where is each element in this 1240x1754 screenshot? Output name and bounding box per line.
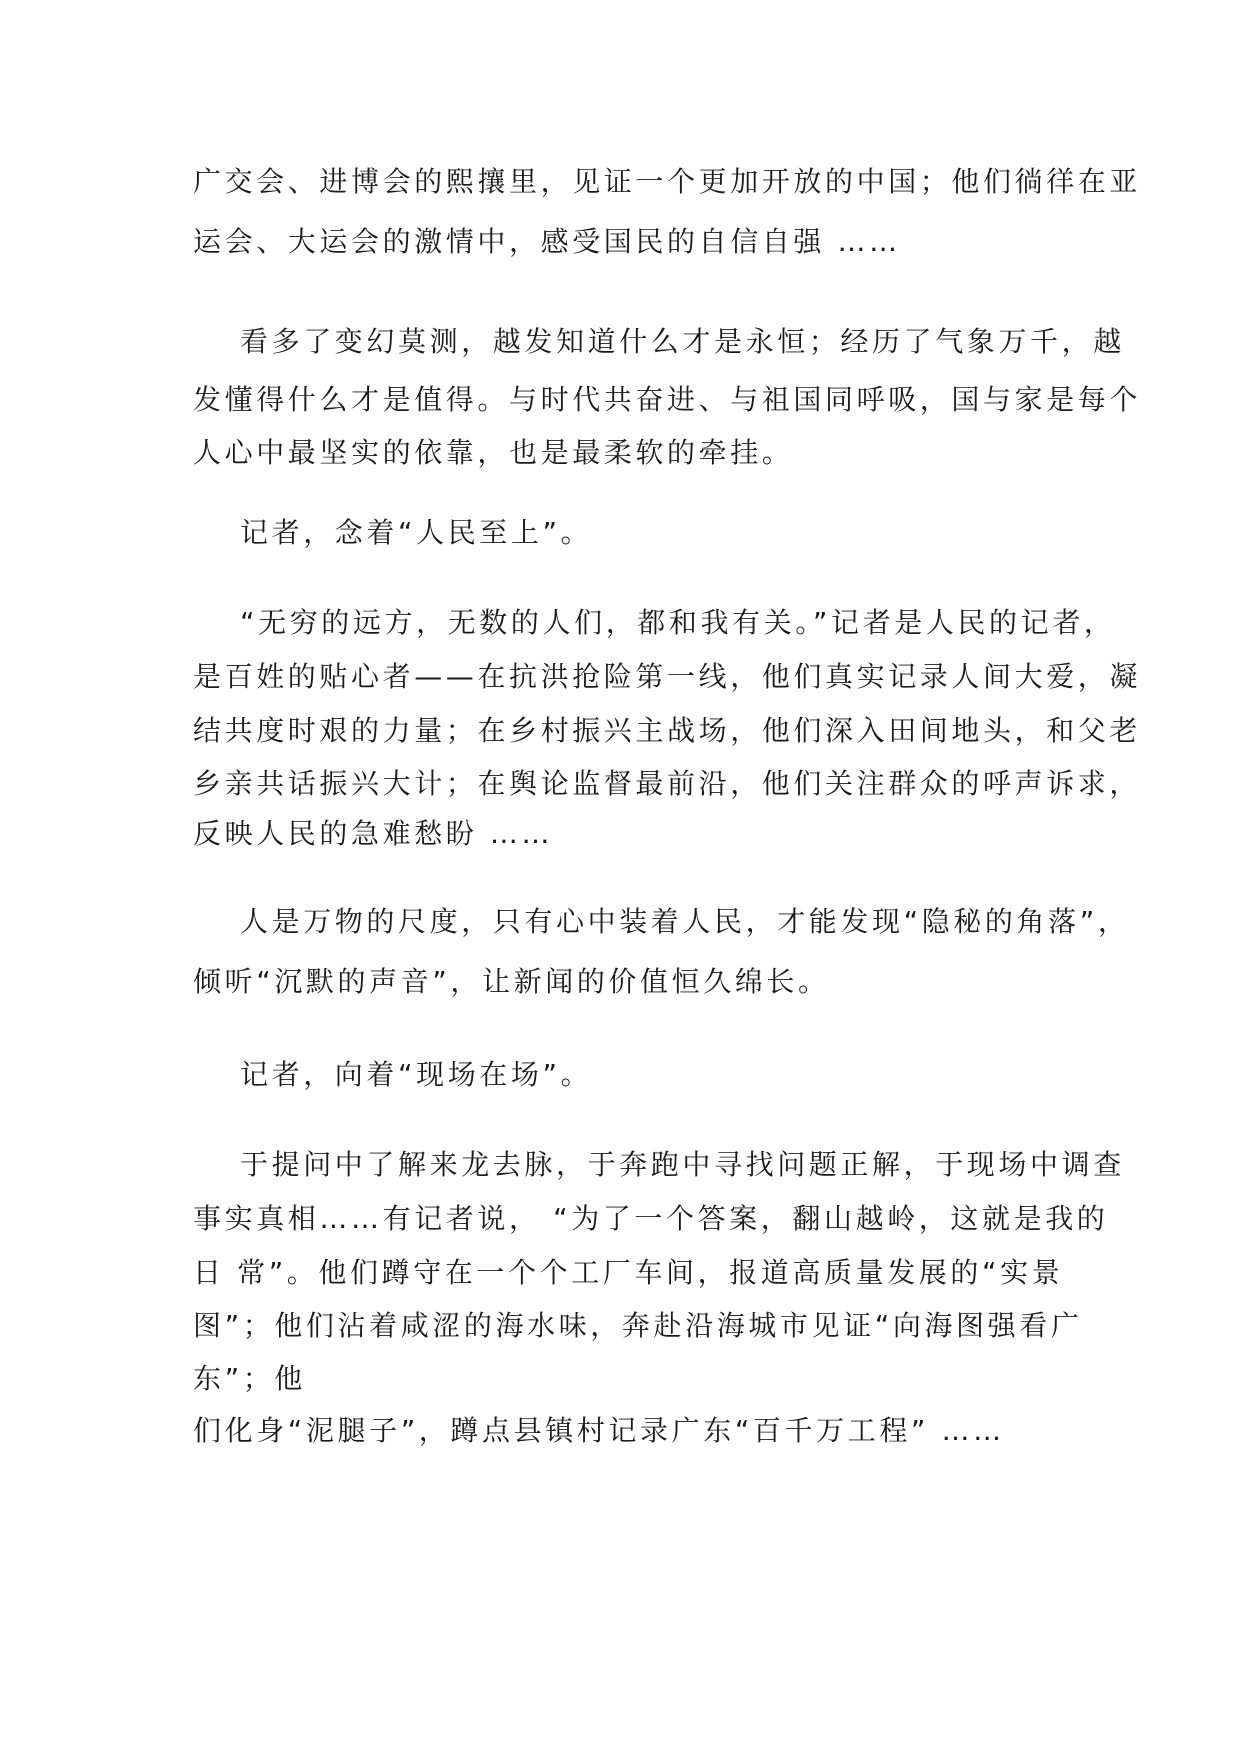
text-line: 结共度时艰的力量；在乡村振兴主战场，他们深入田间地头，和父老 bbox=[193, 714, 1142, 747]
text-line: 倾听“沉默的声音”，让新闻的价值恒久绵长。 bbox=[193, 965, 830, 998]
text-line: 运会、大运会的激情中，感受国民的自信自强 …… bbox=[193, 225, 901, 258]
paragraph-first-line: 人是万物的尺度，只有心中装着人民，才能发现“隐秘的角落”， bbox=[240, 905, 1130, 938]
text-line: 图”；他们沾着咸涩的海水味，奔赴沿海城市见证“向海图强看广 bbox=[193, 1309, 1083, 1342]
paragraph-first-line: “无穷的远方，无数的人们，都和我有关。”记者是人民的记者， bbox=[240, 606, 1116, 639]
text-line: 是百姓的贴心者——在抗洪抢险第一线，他们真实记录人间大爱，凝 bbox=[193, 660, 1142, 693]
text-line: 广交会、进博会的熙攘里，见证一个更加开放的中国；他们徜徉在亚 bbox=[193, 165, 1142, 198]
paragraph-first-line: 于提问中了解来龙去脉，于奔跑中寻找问题正解，于现场中调查 bbox=[240, 1148, 1125, 1181]
text-line: 发懂得什么才是值得。与时代共奋进、与祖国同呼吸，国与家是每个 bbox=[193, 383, 1142, 416]
text-line: 日 常”。他们蹲守在一个个工厂车间，报道高质量发展的“实景 bbox=[193, 1256, 1064, 1289]
text-line: 人心中最坚实的依靠，也是最柔软的牵挂。 bbox=[193, 436, 794, 469]
section-heading: 记者，向着“现场在场”。 bbox=[240, 1058, 593, 1091]
text-line: 乡亲共话振兴大计；在舆论监督最前沿，他们关注群众的呼声诉求， bbox=[193, 767, 1142, 800]
section-heading: 记者，念着“人民至上”。 bbox=[240, 516, 593, 549]
text-line: 事实真相……有记者说， “为了一个答案，翻山越岭，这就是我的 bbox=[193, 1202, 1109, 1235]
text-line: 们化身“泥腿子”，蹲点县镇村记录广东“百千万工程” …… bbox=[193, 1414, 1005, 1447]
text-line: 东”；他 bbox=[193, 1362, 306, 1395]
text-line: 反映人民的急难愁盼 …… bbox=[193, 817, 554, 850]
paragraph-first-line: 看多了变幻莫测，越发知道什么才是永恒；经历了气象万千，越 bbox=[240, 325, 1125, 358]
